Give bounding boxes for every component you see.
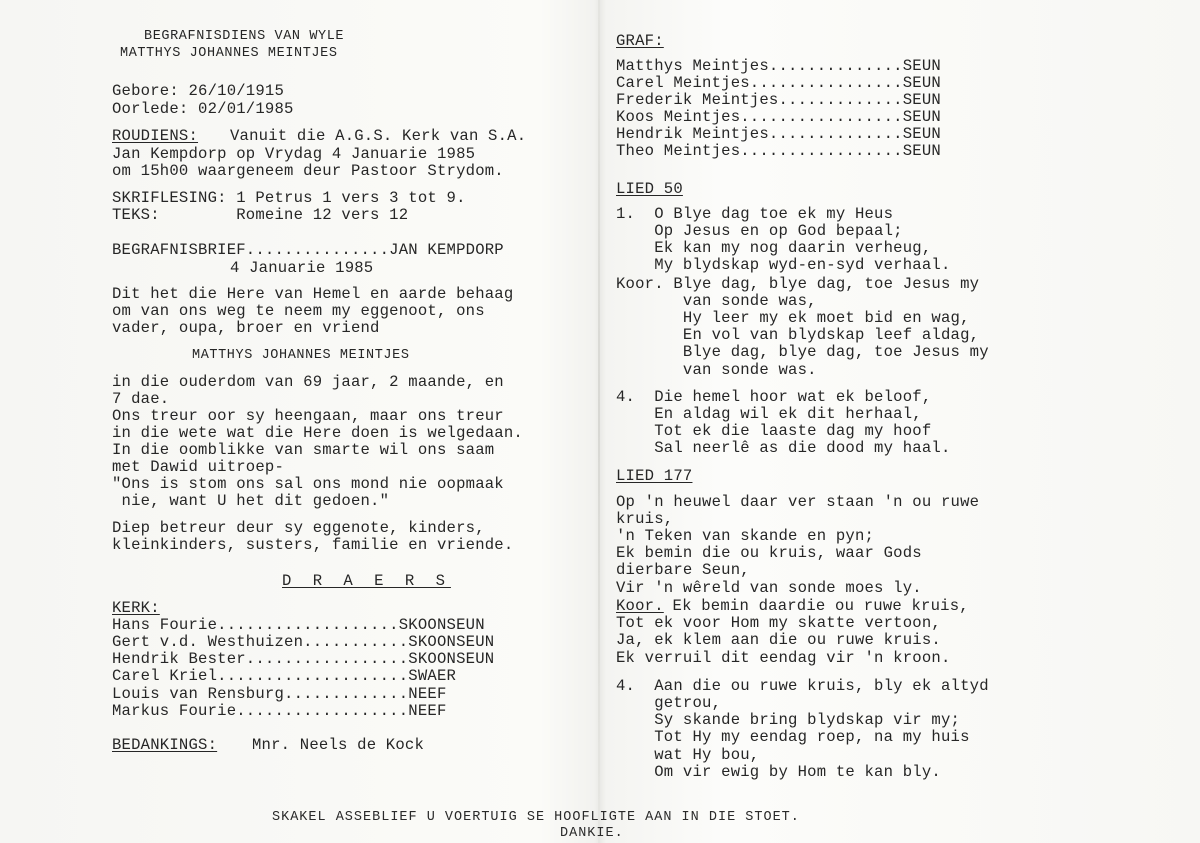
graf-label: GRAF: [616,32,664,50]
graf-row-2: Carel Meintjes................SEUN [616,74,941,92]
teks: TEKS: Romeine 12 vers 12 [112,206,409,224]
begrafnisbrief-date: 4 Januarie 1985 [230,259,374,277]
paragraph-1-line-1: Dit het die Here van Hemel en aarde behaag [112,285,514,303]
paragraph-2-line-6: met Dawid uitroep- [112,458,285,476]
lied-50-koor-line-6: van sonde was. [616,361,817,379]
lied-177-v1-line-5: dierbare Seun, [616,561,750,579]
lied-50-koor-line-3: Hy leer my ek moet bid en wag, [616,309,970,327]
lied-177-v4-line-3: Sy skande bring blydskap vir my; [616,711,961,729]
kerk-row-3: Hendrik Bester.................SKOONSEUN [112,650,495,668]
kerk-row-2: Gert v.d. Westhuizen...........SKOONSEUN [112,633,495,651]
begrafnisbrief-line: BEGRAFNISBRIEF...............JAN KEMPDORP [112,241,504,259]
graf-row-1: Matthys Meintjes..............SEUN [616,57,941,75]
rouediens-label: ROUDIENS: [112,127,199,145]
draers-heading: D R A E R S [282,572,451,590]
footer-line-2: DANKIE. [560,826,624,841]
lied-50-heading: LIED 50 [616,180,683,198]
lied-177-v1-line-2: kruis, [616,510,674,528]
paragraph-1-line-2: om van ons weg te neem my eggenoot, ons [112,302,485,320]
graf-row-5: Hendrik Meintjes..............SEUN [616,125,941,143]
title-line-2: MATTHYS JOHANNES MEINTJES [120,46,338,61]
lied-50-koor-line-1: Koor. Blye dag, blye dag, toe Jesus my [616,275,980,293]
kerk-label: KERK: [112,599,160,617]
died-date: Oorlede: 02/01/1985 [112,100,294,118]
graf-row-6: Theo Meintjes.................SEUN [616,142,941,160]
lied-177-koor-line-4: Ek verruil dit eendag vir 'n kroon. [616,649,951,667]
lied-50-koor-line-5: Blye dag, blye dag, toe Jesus my [616,343,989,361]
lied-177-v1-line-4: Ek bemin die ou kruis, waar Gods [616,544,922,562]
lied-177-v4-line-2: getrou, [616,694,722,712]
kerk-row-1: Hans Fourie...................SKOONSEUN [112,616,485,634]
lied-177-koor-line-2: Tot ek voor Hom my skatte vertoon, [616,614,941,632]
lied-50-v4-line-2: En aldag wil ek dit herhaal, [616,405,922,423]
lied-50-koor-line-4: En vol van blydskap leef aldag, [616,326,980,344]
graf-row-3: Frederik Meintjes.............SEUN [616,91,941,109]
paragraph-3-line-2: kleinkinders, susters, familie en vriende. [112,536,514,554]
paragraph-3-line-1: Diep betreur deur sy eggenote, kinders, [112,519,485,537]
rouediens-line-3: om 15h00 waargeneem deur Pastoor Strydom. [112,162,504,180]
page-fold [598,0,600,843]
paragraph-1-line-3: vader, oupa, broer en vriend [112,319,380,337]
lied-50-v4-line-1: 4. Die hemel hoor wat ek beloof, [616,388,932,406]
lied-50-v1-line-1: 1. O Blye dag toe ek my Heus [616,205,894,223]
lied-177-v1-line-6: Vir 'n wêreld van sonde moes ly. [616,579,922,597]
lied-177-v4-line-4: Tot Hy my eendag roep, na my huis [616,728,970,746]
kerk-row-5: Louis van Rensburg.............NEEF [112,685,447,703]
lied-177-v4-line-6: Om vir ewig by Hom te kan bly. [616,763,941,781]
lied-177-v1-line-1: Op 'n heuwel daar ver staan 'n ou ruwe [616,493,980,511]
lied-50-v4-line-4: Sal neerlê as die dood my haal. [616,439,951,457]
kerk-row-4: Carel Kriel....................SWAER [112,667,457,685]
paragraph-2-line-4: in die wete wat die Here doen is welgedaan. [112,424,523,442]
kerk-row-6: Markus Fourie..................NEEF [112,702,447,720]
bedankings-name: Mnr. Neels de Kock [252,736,425,754]
lied-177-heading: LIED 177 [616,467,693,485]
lied-177-koor-line-3: Ja, ek klem aan die ou ruwe kruis. [616,631,941,649]
skriflesing: SKRIFLESING: 1 Petrus 1 vers 3 tot 9. [112,189,466,207]
graf-row-4: Koos Meintjes.................SEUN [616,108,941,126]
lied-50-v1-line-2: Op Jesus en op God bepaal; [616,222,903,240]
lied-50-v1-line-4: My blydskap wyd-en-syd verhaal. [616,256,951,274]
footer-line-1: SKAKEL ASSEBLIEF U VOERTUIG SE HOOFLIGTE AAN IN DIE STOET. [272,810,800,825]
born-date: Gebore: 26/10/1915 [112,82,285,100]
paragraph-2-line-1: in die ouderdom van 69 jaar, 2 maande, en [112,373,504,391]
paragraph-2-line-7: "Ons is stom ons sal ons mond nie oopmaak [112,475,504,493]
title-line-1: BEGRAFNISDIENS VAN WYLE [144,29,345,44]
paragraph-2-line-2: 7 dae. [112,390,170,408]
lied-177-v4-line-1: 4. Aan die ou ruwe kruis, bly ek altyd [616,677,989,695]
rouediens-line-1: Vanuit die A.G.S. Kerk van S.A. [230,127,527,145]
lied-50-v4-line-3: Tot ek die laaste dag my hoof [616,422,932,440]
bedankings-label: BEDANKINGS: [112,736,218,754]
lied-177-v4-line-5: wat Hy bou, [616,746,760,764]
deceased-name: MATTHYS JOHANNES MEINTJES [192,348,410,363]
lied-50-v1-line-3: Ek kan my nog daarin verheug, [616,239,932,257]
rouediens-line-2: Jan Kempdorp op Vrydag 4 Januarie 1985 [112,145,476,163]
paragraph-2-line-8: nie, want U het dit gedoen." [112,492,390,510]
lied-177-koor-label: Koor. [616,597,664,615]
paragraph-2-line-3: Ons treur oor sy heengaan, maar ons treur [112,407,504,425]
paragraph-2-line-5: In die oomblikke van smarte wil ons saam [112,441,495,459]
lied-50-koor-line-2: van sonde was, [616,292,817,310]
lied-177-koor-line-1: Ek bemin daardie ou ruwe kruis, [663,597,969,615]
lied-177-v1-line-3: 'n Teken van skande en pyn; [616,527,875,545]
